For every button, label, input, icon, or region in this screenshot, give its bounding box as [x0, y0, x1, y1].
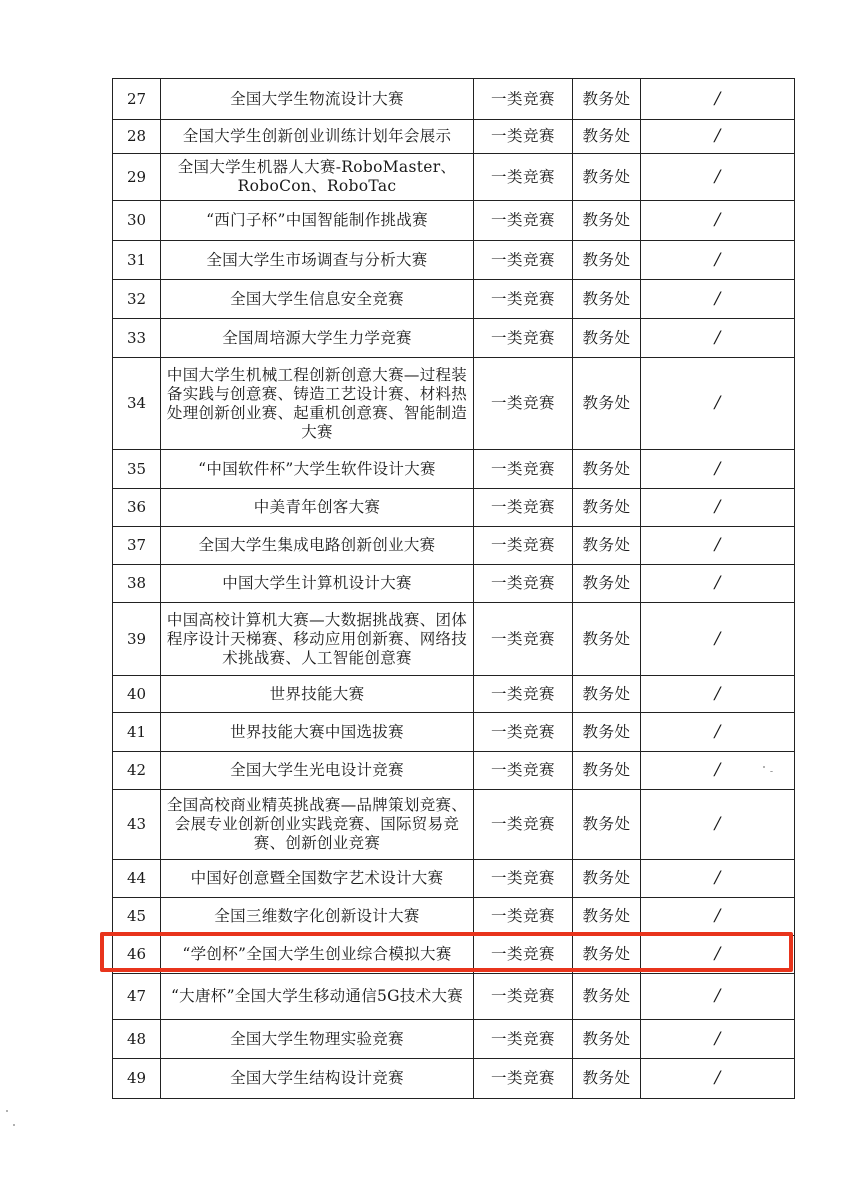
responsible-dept: 教务处	[573, 527, 641, 565]
competition-table-body	[113, 79, 795, 1099]
remark: /	[641, 936, 795, 974]
competition-table	[112, 78, 795, 1099]
remark: /	[641, 241, 795, 280]
remark: /	[641, 450, 795, 489]
row-number: 34	[113, 358, 161, 450]
responsible-dept: 教务处	[573, 974, 641, 1020]
row-number: 42	[113, 752, 161, 790]
remark: /	[641, 860, 795, 898]
scan-speck	[770, 771, 773, 772]
competition-name: 全国三维数字化创新设计大赛	[161, 898, 474, 936]
remark: /	[641, 319, 795, 358]
table-row	[113, 241, 795, 280]
remark: /	[641, 527, 795, 565]
responsible-dept: 教务处	[573, 603, 641, 676]
remark: /	[641, 603, 795, 676]
responsible-dept: 教务处	[573, 79, 641, 120]
competition-category: 一类竞赛	[474, 898, 573, 936]
competition-category: 一类竞赛	[474, 1059, 573, 1099]
table-row	[113, 154, 795, 201]
competition-name: 全国高校商业精英挑战赛—品牌策划竞赛、会展专业创新创业实践竞赛、国际贸易竞赛、创新创业竞赛	[161, 790, 474, 860]
competition-category: 一类竞赛	[474, 527, 573, 565]
competition-name: 全国大学生信息安全竞赛	[161, 280, 474, 319]
competition-name: 全国大学生市场调查与分析大赛	[161, 241, 474, 280]
table-row	[113, 201, 795, 241]
responsible-dept: 教务处	[573, 752, 641, 790]
responsible-dept: 教务处	[573, 565, 641, 603]
competition-name: 全国周培源大学生力学竞赛	[161, 319, 474, 358]
competition-name: 中国大学生计算机设计大赛	[161, 565, 474, 603]
responsible-dept: 教务处	[573, 280, 641, 319]
responsible-dept: 教务处	[573, 1059, 641, 1099]
competition-category: 一类竞赛	[474, 280, 573, 319]
competition-category: 一类竞赛	[474, 450, 573, 489]
competition-name: 全国大学生光电设计竞赛	[161, 752, 474, 790]
table-row	[113, 79, 795, 120]
responsible-dept: 教务处	[573, 319, 641, 358]
row-number: 35	[113, 450, 161, 489]
competition-category: 一类竞赛	[474, 79, 573, 120]
competition-category: 一类竞赛	[474, 489, 573, 527]
row-number: 47	[113, 974, 161, 1020]
competition-category: 一类竞赛	[474, 860, 573, 898]
row-number: 33	[113, 319, 161, 358]
remark: /	[641, 752, 795, 790]
remark: /	[641, 565, 795, 603]
table-row	[113, 936, 795, 974]
competition-category: 一类竞赛	[474, 1020, 573, 1059]
remark: /	[641, 1020, 795, 1059]
competition-name: “大唐杯”全国大学生移动通信5G技术大赛	[161, 974, 474, 1020]
responsible-dept: 教务处	[573, 936, 641, 974]
row-number: 45	[113, 898, 161, 936]
competition-name: 中国大学生机械工程创新创意大赛—过程装备实践与创意赛、铸造工艺设计赛、材料热处理创新创业赛、起重机创意赛、智能制造大赛	[161, 358, 474, 450]
responsible-dept: 教务处	[573, 898, 641, 936]
competition-category: 一类竞赛	[474, 790, 573, 860]
row-number: 28	[113, 120, 161, 154]
responsible-dept: 教务处	[573, 713, 641, 752]
competition-category: 一类竞赛	[474, 676, 573, 713]
responsible-dept: 教务处	[573, 489, 641, 527]
row-number: 31	[113, 241, 161, 280]
competition-name: 世界技能大赛	[161, 676, 474, 713]
table-row	[113, 790, 795, 860]
competition-name: 全国大学生物理实验竞赛	[161, 1020, 474, 1059]
table-row	[113, 565, 795, 603]
competition-category: 一类竞赛	[474, 120, 573, 154]
table-row	[113, 752, 795, 790]
competition-name: “中国软件杯”大学生软件设计大赛	[161, 450, 474, 489]
competition-category: 一类竞赛	[474, 713, 573, 752]
competition-name: 中国高校计算机大赛—大数据挑战赛、团体程序设计天梯赛、移动应用创新赛、网络技术挑战赛、人工智能创意赛	[161, 603, 474, 676]
competition-name: 世界技能大赛中国选拔赛	[161, 713, 474, 752]
row-number: 49	[113, 1059, 161, 1099]
responsible-dept: 教务处	[573, 120, 641, 154]
row-number: 37	[113, 527, 161, 565]
table-row	[113, 450, 795, 489]
scan-speck	[6, 1110, 8, 1112]
remark: /	[641, 201, 795, 241]
competition-category: 一类竞赛	[474, 752, 573, 790]
competition-name: 全国大学生物流设计大赛	[161, 79, 474, 120]
responsible-dept: 教务处	[573, 790, 641, 860]
row-number: 38	[113, 565, 161, 603]
remark: /	[641, 79, 795, 120]
scan-speck	[763, 766, 765, 768]
table-row	[113, 489, 795, 527]
competition-category: 一类竞赛	[474, 974, 573, 1020]
row-number: 44	[113, 860, 161, 898]
row-number: 43	[113, 790, 161, 860]
competition-name: 全国大学生创新创业训练计划年会展示	[161, 120, 474, 154]
remark: /	[641, 154, 795, 201]
remark: /	[641, 713, 795, 752]
table-row	[113, 527, 795, 565]
competition-name: 全国大学生结构设计竞赛	[161, 1059, 474, 1099]
responsible-dept: 教务处	[573, 450, 641, 489]
competition-category: 一类竞赛	[474, 936, 573, 974]
row-number: 27	[113, 79, 161, 120]
competition-category: 一类竞赛	[474, 603, 573, 676]
table-row	[113, 280, 795, 319]
remark: /	[641, 974, 795, 1020]
row-number: 32	[113, 280, 161, 319]
table-row	[113, 898, 795, 936]
competition-name: “西门子杯”中国智能制作挑战赛	[161, 201, 474, 241]
responsible-dept: 教务处	[573, 860, 641, 898]
remark: /	[641, 790, 795, 860]
row-number: 41	[113, 713, 161, 752]
table-row	[113, 1059, 795, 1099]
remark: /	[641, 120, 795, 154]
responsible-dept: 教务处	[573, 676, 641, 713]
table-row	[113, 713, 795, 752]
competition-category: 一类竞赛	[474, 241, 573, 280]
competition-category: 一类竞赛	[474, 358, 573, 450]
competition-category: 一类竞赛	[474, 154, 573, 201]
responsible-dept: 教务处	[573, 201, 641, 241]
table-row	[113, 676, 795, 713]
responsible-dept: 教务处	[573, 358, 641, 450]
row-number: 39	[113, 603, 161, 676]
row-number: 36	[113, 489, 161, 527]
competition-category: 一类竞赛	[474, 319, 573, 358]
remark: /	[641, 676, 795, 713]
table-row	[113, 603, 795, 676]
scan-speck	[13, 1124, 15, 1126]
row-number: 40	[113, 676, 161, 713]
table-row	[113, 1020, 795, 1059]
competition-category: 一类竞赛	[474, 565, 573, 603]
remark: /	[641, 358, 795, 450]
row-number: 46	[113, 936, 161, 974]
responsible-dept: 教务处	[573, 154, 641, 201]
table-row	[113, 860, 795, 898]
competition-name: 中国好创意暨全国数字艺术设计大赛	[161, 860, 474, 898]
competition-name: 全国大学生集成电路创新创业大赛	[161, 527, 474, 565]
remark: /	[641, 1059, 795, 1099]
table-row	[113, 974, 795, 1020]
competition-name: 全国大学生机器人大赛-RoboMaster、RoboCon、RoboTac	[161, 154, 474, 201]
responsible-dept: 教务处	[573, 1020, 641, 1059]
table-row	[113, 120, 795, 154]
competition-name: 中美青年创客大赛	[161, 489, 474, 527]
remark: /	[641, 489, 795, 527]
responsible-dept: 教务处	[573, 241, 641, 280]
table-row	[113, 358, 795, 450]
row-number: 29	[113, 154, 161, 201]
row-number: 48	[113, 1020, 161, 1059]
table-row	[113, 319, 795, 358]
row-number: 30	[113, 201, 161, 241]
competition-category: 一类竞赛	[474, 201, 573, 241]
competition-name: “学创杯”全国大学生创业综合模拟大赛	[161, 936, 474, 974]
remark: /	[641, 898, 795, 936]
remark: /	[641, 280, 795, 319]
